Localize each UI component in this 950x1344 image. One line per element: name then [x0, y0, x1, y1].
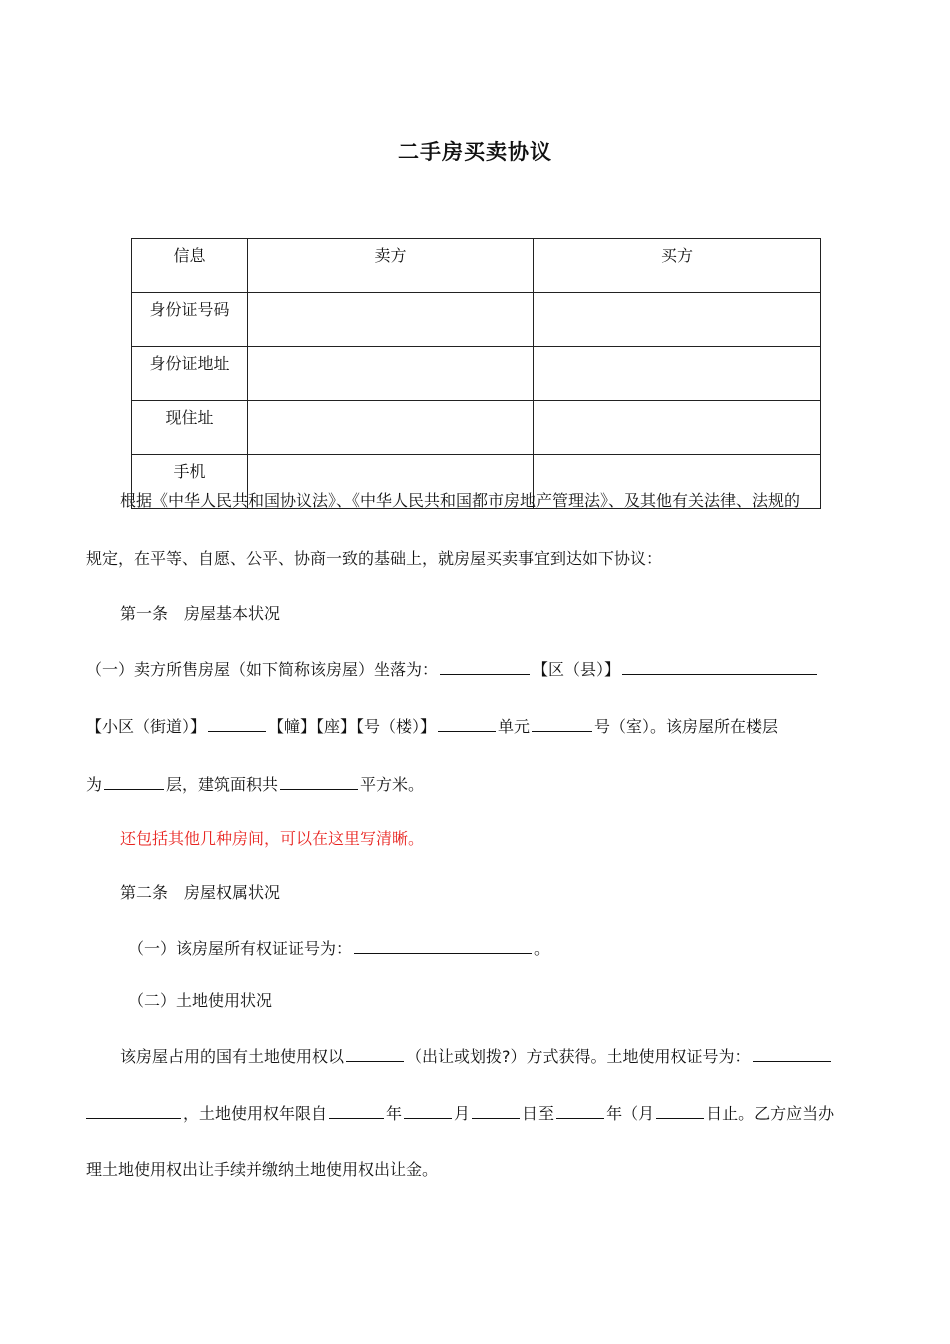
article-1-text: 层，建筑面积共	[166, 775, 279, 794]
land-use-line: 理土地使用权出让手续并缴纳土地使用权出让金。	[86, 1160, 439, 1179]
article-2-text: 。	[534, 939, 551, 958]
table-header-cell: 买方	[534, 239, 821, 293]
seller-cell[interactable]	[248, 347, 534, 401]
blank-field[interactable]	[104, 773, 164, 790]
article-1-line	[86, 658, 866, 681]
land-use-text: ，土地使用权年限自	[183, 1104, 328, 1123]
blank-field[interactable]	[532, 715, 592, 732]
land-use-line	[86, 1102, 866, 1125]
land-use-text: 该房屋占用的国有土地使用权以	[120, 1047, 345, 1066]
buyer-cell[interactable]	[534, 401, 821, 455]
article-1-heading: 第一条 房屋基本状况	[120, 604, 281, 623]
intro-paragraph-line: 根据《中华人民共和国协议法》、《中华人民共和国都市房地产管理法》、及其他有关法律、法规的	[120, 491, 801, 510]
blank-field[interactable]	[753, 1045, 831, 1062]
blank-field[interactable]	[440, 658, 530, 675]
buyer-cell[interactable]	[534, 293, 821, 347]
table-row	[132, 401, 821, 455]
land-use-text: 年	[386, 1104, 403, 1123]
land-use-text: 日止。乙方应当办	[706, 1104, 835, 1123]
article-1-text: 为	[86, 775, 103, 794]
blank-field[interactable]	[280, 773, 358, 790]
party-info-table	[131, 238, 821, 509]
table-row-label: 身份证地址	[132, 347, 248, 401]
blank-field[interactable]	[438, 715, 496, 732]
blank-field[interactable]	[656, 1102, 704, 1119]
blank-field[interactable]	[354, 937, 532, 954]
land-use-text: （出让或划拨?）方式获得。土地使用权证号为：	[406, 1047, 751, 1066]
article-1-text: 【幢】【座】【号（楼）】	[268, 717, 437, 736]
land-use-line	[120, 1045, 900, 1068]
blank-field[interactable]	[86, 1102, 181, 1119]
blank-field[interactable]	[556, 1102, 604, 1119]
land-use-text: 年（月	[606, 1104, 655, 1123]
article-2-heading: 第二条 房屋权属状况	[120, 883, 281, 902]
article-1-text: 【小区（街道）】	[86, 717, 207, 736]
blank-field[interactable]	[622, 658, 817, 675]
table-header-cell: 卖方	[248, 239, 534, 293]
article-1-text: 【区（县）】	[532, 660, 621, 679]
document-title: 二手房买卖协议	[398, 140, 552, 164]
blank-field[interactable]	[208, 715, 266, 732]
article-2-text: （一）该房屋所有权证证号为：	[128, 939, 353, 958]
article-1-text: 单元	[498, 717, 531, 736]
article-1-text: 平方米。	[360, 775, 425, 794]
article-2-line	[128, 937, 908, 960]
red-note: 还包括其他几种房间，可以在这里写清晰。	[120, 829, 425, 848]
intro-paragraph-line: 规定，在平等、自愿、公平、协商一致的基础上，就房屋买卖事宜到达如下协议：	[86, 549, 663, 568]
seller-cell[interactable]	[248, 401, 534, 455]
table-header-cell: 信息	[132, 239, 248, 293]
table-row-label: 现住址	[132, 401, 248, 455]
table-header-row	[132, 239, 821, 293]
seller-cell[interactable]	[248, 293, 534, 347]
table-row	[132, 293, 821, 347]
blank-field[interactable]	[346, 1045, 404, 1062]
blank-field[interactable]	[329, 1102, 384, 1119]
article-1-line	[86, 773, 866, 796]
article-2-subheading: （二）土地使用状况	[128, 991, 273, 1010]
table-row-label: 身份证号码	[132, 293, 248, 347]
article-1-line	[86, 715, 866, 738]
article-1-text: （一）卖方所售房屋（如下简称该房屋）坐落为：	[86, 660, 439, 679]
buyer-cell[interactable]	[534, 347, 821, 401]
article-1-text: 号（室）。该房屋所在楼层	[594, 717, 779, 736]
blank-field[interactable]	[472, 1102, 520, 1119]
land-use-text: 日至	[522, 1104, 555, 1123]
table-row-label: 手机	[132, 455, 248, 509]
land-use-text: 月	[454, 1104, 471, 1123]
table-row	[132, 347, 821, 401]
blank-field[interactable]	[404, 1102, 452, 1119]
